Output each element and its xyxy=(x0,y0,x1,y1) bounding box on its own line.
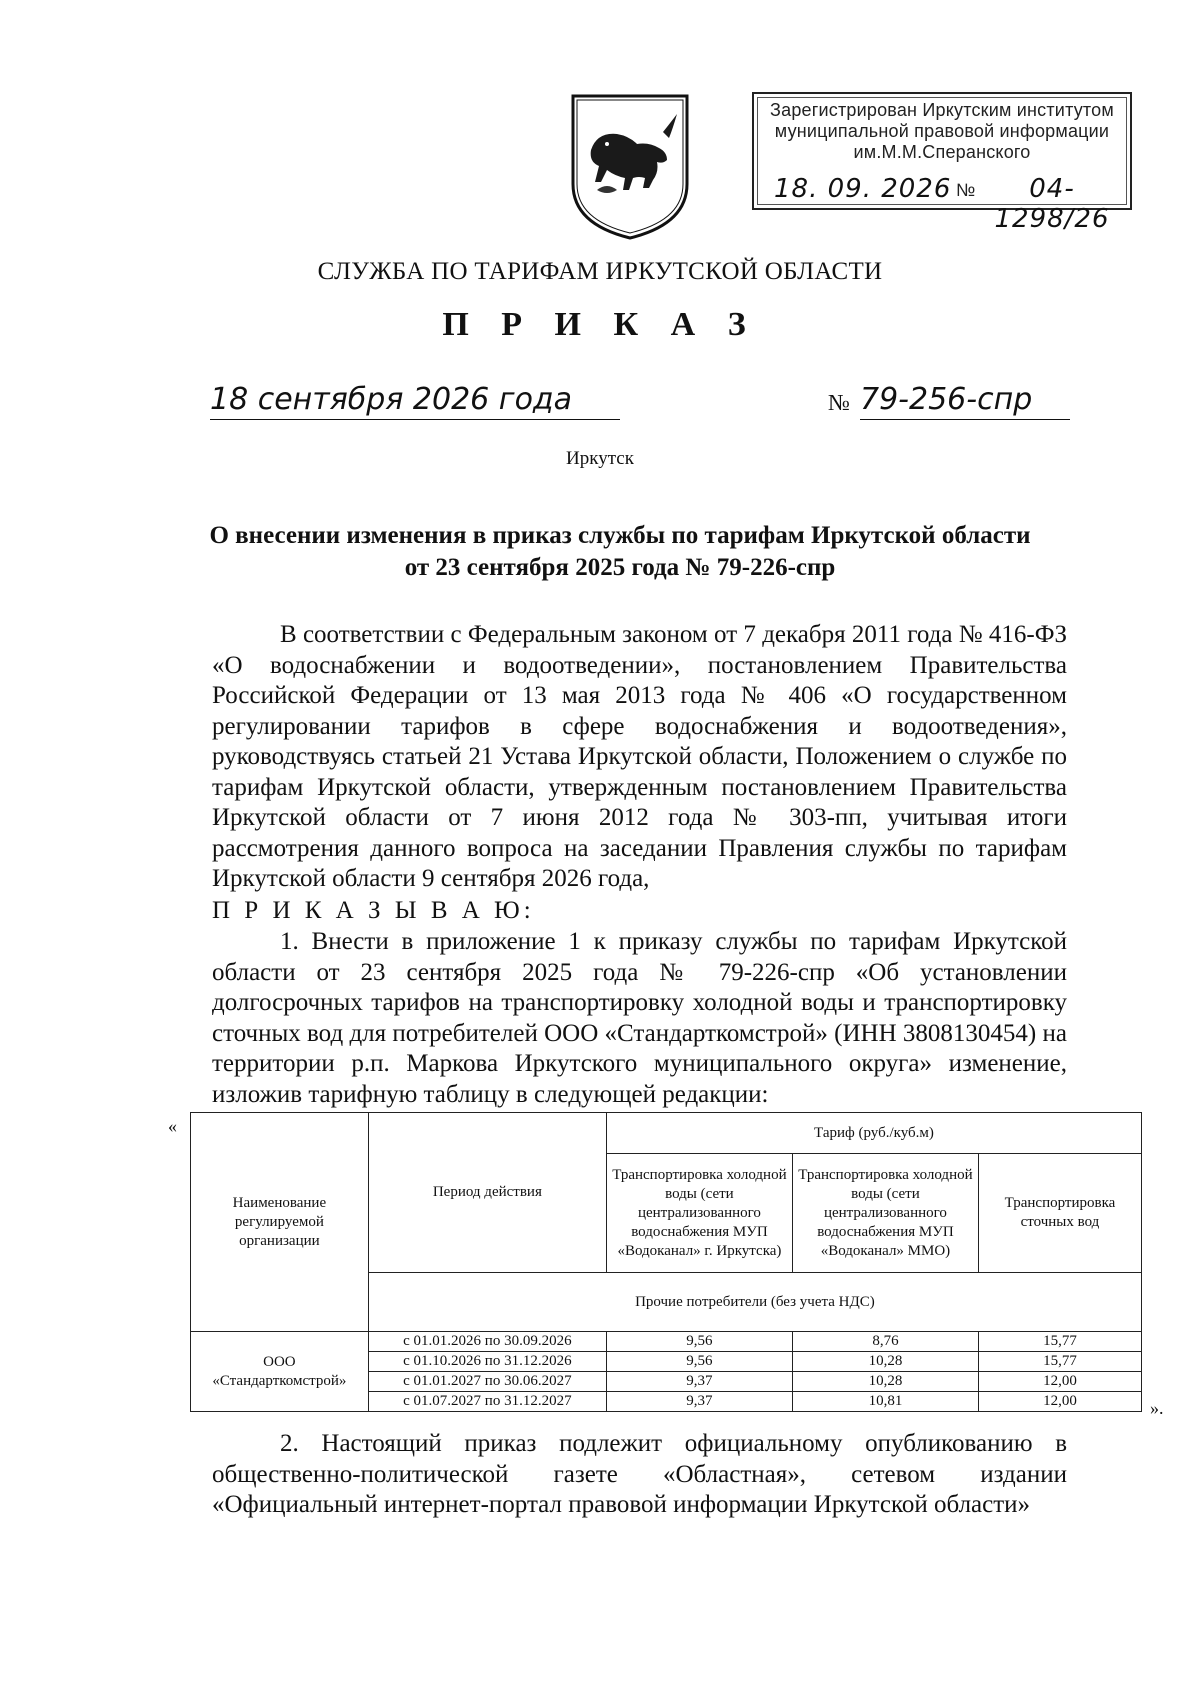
item-2-paragraph: 2. Настоящий приказ подлежит официальному опубликованию в общественно-политической газете «Областная», сетевом издании «Официальный интернет-портал правовой информации Иркутской области» xyxy=(212,1430,1067,1518)
stamp-registration-number: 04-1298/26 xyxy=(994,174,1110,234)
table-cell-value: 9,37 xyxy=(606,1372,792,1392)
subject-line-2: от 23 сентября 2025 года № 79-226-спр xyxy=(404,554,836,581)
table-cell-value: 12,00 xyxy=(978,1392,1141,1412)
order-keyword: П Р И К А З Ы В А Ю: xyxy=(212,897,535,924)
table-cell-value: 10,28 xyxy=(792,1352,978,1372)
coat-of-arms-icon xyxy=(567,92,693,240)
table-cell-period: с 01.07.2027 по 31.12.2027 xyxy=(368,1392,606,1412)
table-header-period: Период действия xyxy=(368,1113,606,1273)
stamp-line-1: Зарегистрирован Иркутским институтом xyxy=(770,100,1114,120)
preamble-paragraph: В соответствии с Федеральным законом от 7 декабря 2011 года № 416-ФЗ «О водоснабжении и водоотведении», постановлением Правительства Российской Федерации от 13 мая 2013 года № 406 «О государственном регулировании тарифов в сфере водоснабжения и водоотведения», руководствуясь статьей 21 Устава Иркутской области, Положением о службе по тарифам Иркутской области, утвержденным постановлением Правительства Иркутской области от 7 июня 2012 года № 303-пп, учитывая итоги рассмотрения данного вопроса на заседании Правления службы по тарифам Иркутской области 9 сентября 2026 года, xyxy=(212,621,1067,892)
order-number-label: № xyxy=(828,390,850,415)
table-cell-value: 10,81 xyxy=(792,1392,978,1412)
table-cell-value: 8,76 xyxy=(792,1332,978,1352)
city: Иркутск xyxy=(566,448,634,469)
order-date: 18 сентября 2026 года xyxy=(210,382,620,420)
table-cell-value: 15,77 xyxy=(978,1332,1141,1352)
table-cell-period: с 01.10.2026 по 31.12.2026 xyxy=(368,1352,606,1372)
table-cell-value: 12,00 xyxy=(978,1372,1141,1392)
order-subject xyxy=(150,520,1090,584)
stamp-line-3: им.М.М.Сперанского xyxy=(853,142,1031,162)
stamp-line-2: муниципальной правовой информации xyxy=(774,121,1110,141)
table-org-cell: ООО «Стандарткомстрой» xyxy=(191,1332,369,1412)
tariff-table xyxy=(190,1112,1142,1412)
table-row xyxy=(191,1332,1142,1352)
table-cell-value: 15,77 xyxy=(978,1352,1141,1372)
stamp-registration-line xyxy=(768,174,1118,234)
registration-stamp xyxy=(752,92,1132,234)
quote-open: « xyxy=(168,1116,177,1136)
table-header-org: Наименование регулируемой организации xyxy=(191,1113,369,1332)
table-cell-period: с 01.01.2027 по 30.06.2027 xyxy=(368,1372,606,1392)
table-header-tariff: Тариф (руб./куб.м) xyxy=(606,1113,1141,1154)
table-header-col-3: Транспортировка сточных вод xyxy=(978,1154,1141,1273)
subject-line-1: О внесении изменения в приказ службы по тарифам Иркутской области xyxy=(209,522,1031,549)
stamp-number-label: № xyxy=(956,180,976,200)
table-header-col-1: Транспортировка холодной воды (сети централизованного водоснабжения МУП «Водоканал» г. Иркутска) xyxy=(606,1154,792,1273)
table-cell-value: 9,37 xyxy=(606,1392,792,1412)
table-cell-value: 10,28 xyxy=(792,1372,978,1392)
stamp-registration-date: 18. 09. 2026 xyxy=(774,174,952,204)
table-cell-value: 9,56 xyxy=(606,1332,792,1352)
table-consumers-row: Прочие потребители (без учета НДС) xyxy=(368,1273,1141,1332)
table-cell-period: с 01.01.2026 по 30.09.2026 xyxy=(368,1332,606,1352)
order-title: П Р И К А З xyxy=(442,306,758,343)
order-number: 79-256-спр xyxy=(860,382,1070,420)
quote-close: ». xyxy=(1150,1398,1164,1418)
table-header-col-2: Транспортировка холодной воды (сети централизованного водоснабжения МУП «Водоканал» ММО) xyxy=(792,1154,978,1273)
agency-name: СЛУЖБА ПО ТАРИФАМ ИРКУТСКОЙ ОБЛАСТИ xyxy=(317,258,883,285)
table-cell-value: 9,56 xyxy=(606,1352,792,1372)
item-1-paragraph: 1. Внести в приложение 1 к приказу службы по тарифам Иркутской области от 23 сентября 2025 года № 79-226-спр «Об установлении долгосрочных тарифов на транспортировку холодной воды и транспортировку сточных вод для потребителей ООО «Стандарткомстрой» (ИНН 3808130454) на территории р.п. Маркова Иркутского муниципального округа» изменение, изложив тарифную таблицу в следующей редакции: xyxy=(212,928,1067,1108)
